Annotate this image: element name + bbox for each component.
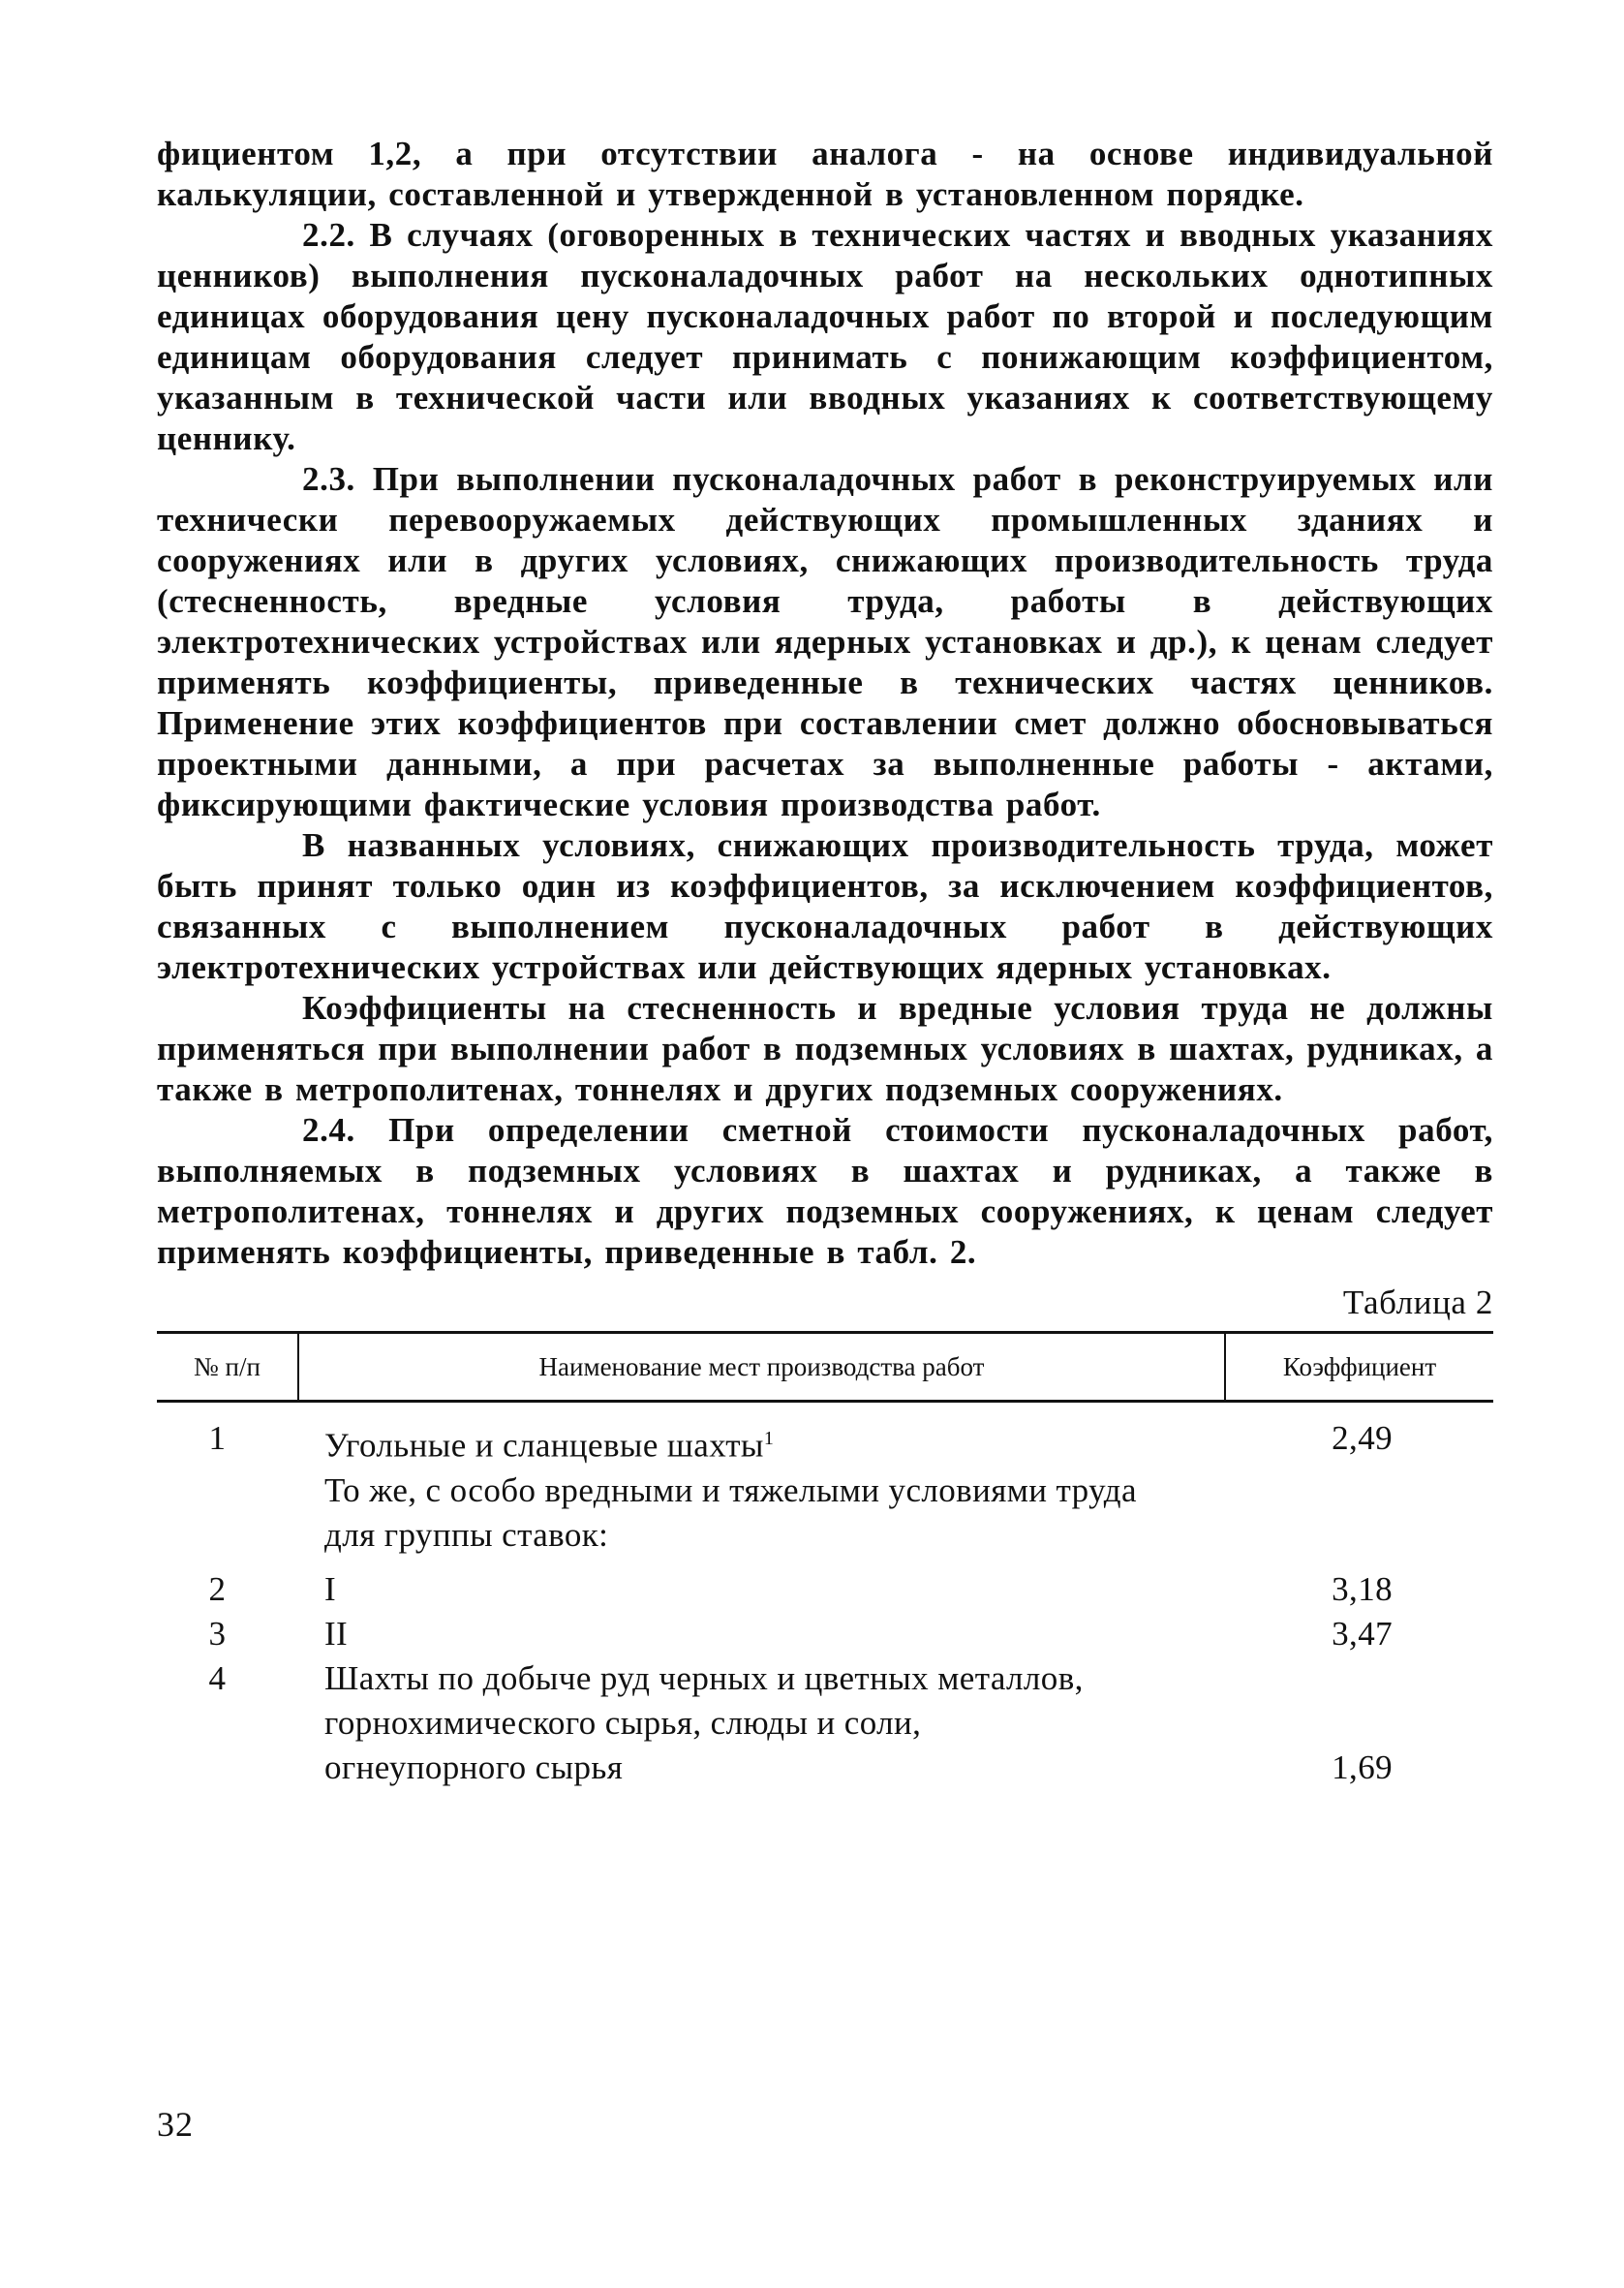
table-row	[157, 1567, 1493, 1612]
row-name: То же, с особо вредными и тяжелыми условиями труда для группы ставок:	[324, 1470, 1137, 1554]
row-coef: 3,47	[1332, 1614, 1393, 1653]
row-name: Угольные и сланцевые шахты$^1$	[324, 1426, 775, 1465]
row-num: 3	[208, 1614, 227, 1653]
table-header	[157, 1331, 1493, 1403]
paragraph-2-3: 2.3. При выполнении пусконаладочных работ в реконструируемых или технически перевооружаемых действующих промышленных зданиях и сооружениях или в других условиях, снижающих производительность труда (стесненность, вредные условия труда, работы в действующих электротехнических устройствах или ядерных установках и др.), к ценам следует применять коэффициенты, приведенные в технических частях ценников. Применение этих коэффициентов при составлении смет должно обосновываться проектными данными, а при расчетах за выполненные работы - актами, фиксирующими фактические условия производства работ.	[157, 460, 1493, 823]
table-row	[157, 1656, 1493, 1790]
header-coef: Коэффициент	[1282, 1351, 1437, 1381]
table-row	[157, 1469, 1493, 1558]
page-content	[157, 134, 1493, 1790]
row-name: Шахты по добыче руд черных и цветных металлов, горнохимического сырья, слюды и соли, огнеупорного сырья	[324, 1658, 1084, 1786]
row-coef	[1140, 1469, 1493, 1558]
table-row	[157, 1612, 1493, 1656]
paragraph-conditions: В названных условиях, снижающих производительность труда, может быть принят только один из коэффициентов, за исключением коэффициентов, связанных с выполнением пусконаладочных работ в действующих электротехнических устройствах или действующих ядерных установках.	[157, 826, 1493, 986]
row-num: 1	[208, 1419, 227, 1457]
row-name: I	[324, 1569, 337, 1608]
footnote-marker: 1	[763, 1428, 775, 1449]
row-coef: 3,18	[1332, 1569, 1393, 1608]
row-num	[157, 1469, 297, 1558]
table-caption: Таблица 2	[1342, 1283, 1493, 1321]
table-row	[157, 1416, 1493, 1469]
row-num: 4	[208, 1658, 227, 1697]
coefficients-table	[157, 1331, 1493, 1790]
header-num: № п/п	[194, 1351, 260, 1381]
row-name: II	[324, 1614, 349, 1653]
page-number: 32	[157, 2105, 194, 2144]
row-coef: 2,49	[1332, 1419, 1393, 1457]
row-coef: 1,69	[1332, 1747, 1393, 1786]
paragraph-coefficients: Коэффициенты на стесненность и вредные условия труда не должны применяться при выполнении работ в подземных условиях в шахтах, рудниках, а также в метрополитенах, тоннелях и других подземных сооружениях.	[157, 989, 1493, 1108]
paragraph-continuation: фициентом 1,2, а при отсутствии аналога - на основе индивидуальной калькуляции, составленной и утвержденной в установленном порядке.	[157, 135, 1493, 213]
paragraph-2-2: 2.2. В случаях (оговоренных в технических частях и вводных указаниях ценников) выполнения пусконаладочных работ на нескольких однотипных единицах оборудования цену пусконаладочных работ по второй и последующим единицам оборудования следует принимать с понижающим коэффициентом, указанным в технической части или вводных указаниях к соответствующему ценнику.	[157, 216, 1493, 457]
paragraph-2-4: 2.4. При определении сметной стоимости пусконаладочных работ, выполняемых в подземных условиях в шахтах и рудниках, а также в метрополитенах, тоннелях и других подземных сооружениях, к ценам следует применять коэффициенты, приведенные в табл. 2.	[157, 1111, 1493, 1271]
row-num: 2	[208, 1569, 227, 1608]
header-name: Наименование мест производства работ	[297, 1334, 1226, 1400]
